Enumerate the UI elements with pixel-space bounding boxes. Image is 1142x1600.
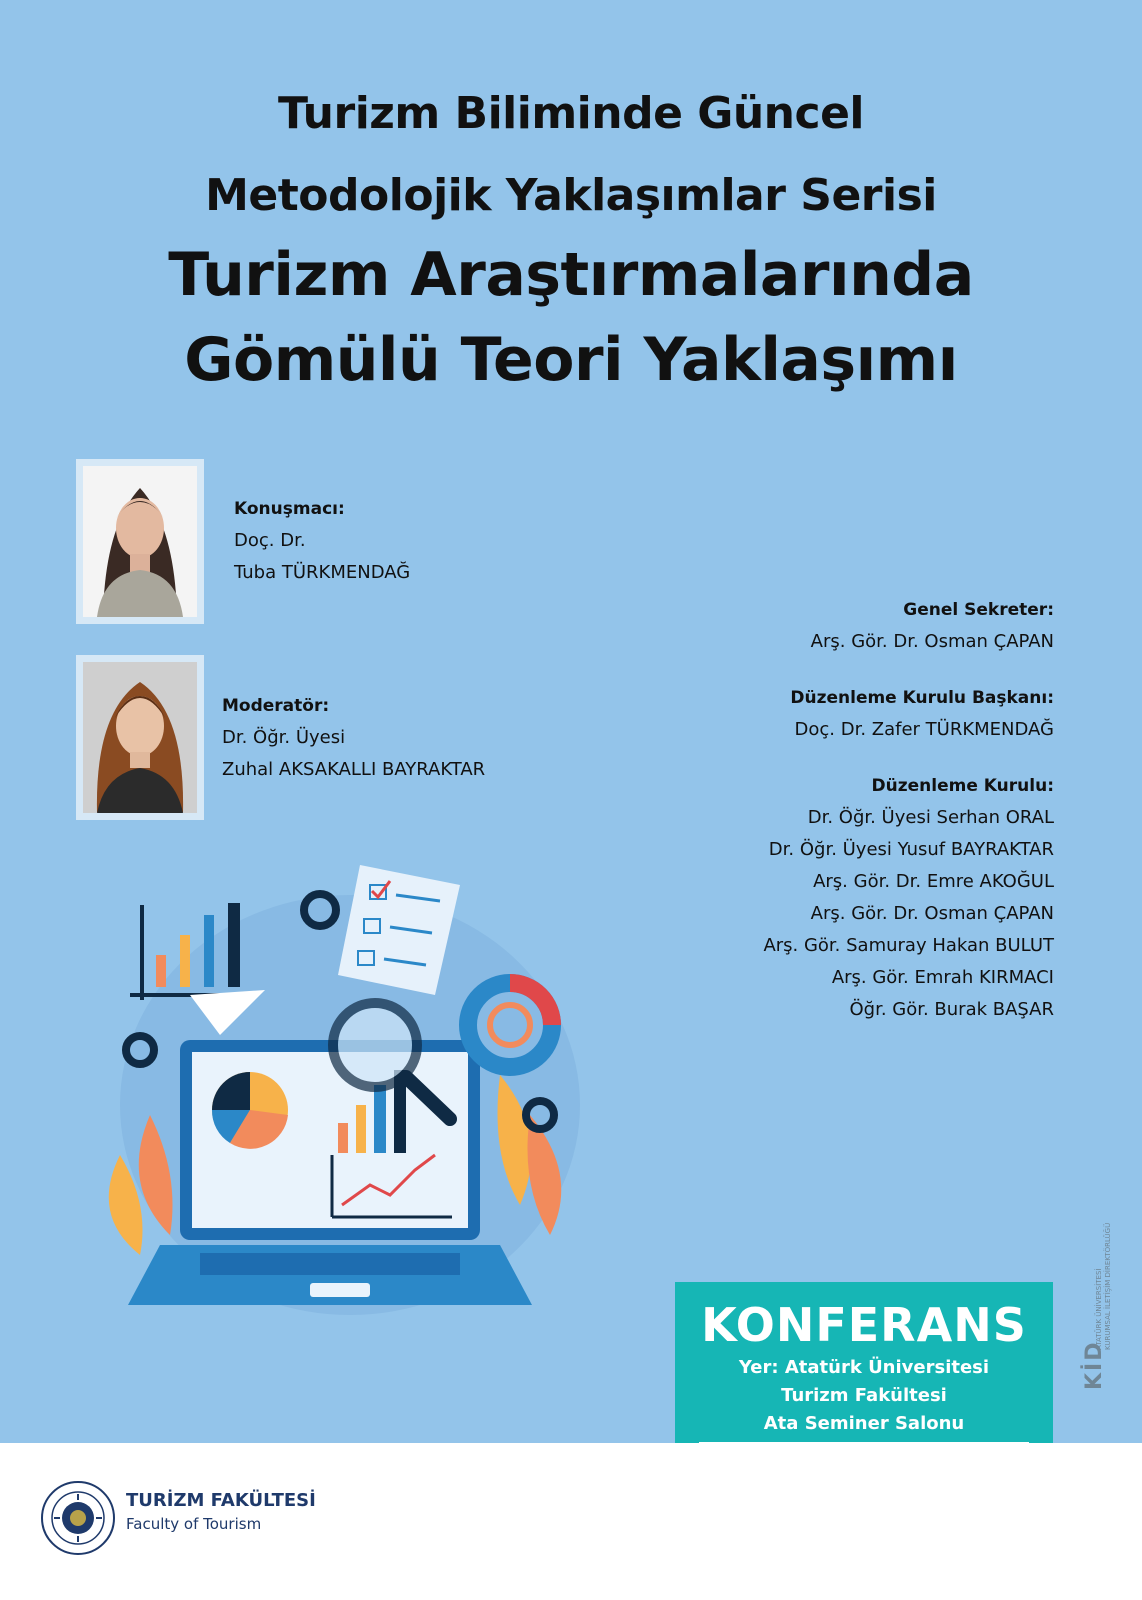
board-member: Arş. Gör. Dr. Emre AKOĞUL [813, 871, 1054, 892]
university-seal-icon [40, 1480, 116, 1556]
event-location-line2: Turizm Fakültesi [781, 1385, 947, 1406]
moderator-role: Moderatör: [222, 696, 330, 716]
board-member: Arş. Gör. Samuray Hakan BULUT [763, 935, 1054, 956]
board-heading: Düzenleme Kurulu: [871, 776, 1054, 796]
series-title-line1: Turizm Biliminde Güncel [277, 88, 865, 139]
chair-name: Doç. Dr. Zafer TÜRKMENDAĞ [794, 719, 1054, 740]
moderator-photo [76, 655, 204, 820]
faculty-name-tr: TURİZM FAKÜLTESİ [126, 1490, 316, 1511]
speaker-info [234, 493, 410, 589]
analytics-laptop-illustration [80, 855, 600, 1375]
event-type: KONFERANS [701, 1298, 1027, 1352]
faculty-name-en: Faculty of Tourism [126, 1515, 262, 1533]
board-member: Dr. Öğr. Üyesi Yusuf BAYRAKTAR [768, 839, 1054, 860]
speaker-photo [76, 459, 204, 624]
speaker-title: Doç. Dr. [234, 530, 306, 551]
organizing-committee [763, 594, 1054, 1026]
secretary-name: Arş. Gör. Dr. Osman ÇAPAN [810, 631, 1054, 652]
kid-subtitle-line1: ATATÜRK ÜNİVERSİTESİ [1095, 1268, 1103, 1350]
board-member: Öğr. Gör. Burak BAŞAR [849, 999, 1054, 1020]
speaker-name: Tuba TÜRKMENDAĞ [234, 562, 411, 583]
series-title-line2: Metodolojik Yaklaşımlar Serisi [205, 170, 937, 221]
main-title-line1: Turizm Araştırmalarında [168, 240, 974, 310]
faculty-name [126, 1490, 316, 1533]
main-title-line2: Gömülü Teori Yaklaşımı [184, 325, 958, 395]
board-member: Arş. Gör. Dr. Osman ÇAPAN [810, 903, 1054, 924]
event-location-line1: Yer: Atatürk Üniversitesi [738, 1357, 990, 1378]
event-location-line3: Ata Seminer Salonu [763, 1413, 965, 1434]
chair-heading: Düzenleme Kurulu Başkanı: [790, 688, 1054, 708]
board-member: Dr. Öğr. Üyesi Serhan ORAL [807, 807, 1054, 828]
kid-subtitle-line2: KURUMSAL İLETİŞİM DİREKTÖRLÜĞÜ [1104, 1222, 1112, 1350]
secretary-heading: Genel Sekreter: [903, 600, 1054, 620]
kid-subtitle [1095, 1170, 1113, 1350]
moderator-info [222, 690, 485, 786]
speaker-role: Konuşmacı: [234, 499, 345, 519]
moderator-title: Dr. Öğr. Üyesi [222, 727, 346, 748]
board-member: Arş. Gör. Emrah KIRMACI [831, 967, 1054, 988]
moderator-name: Zuhal AKSAKALLI BAYRAKTAR [222, 759, 486, 780]
kid-logo: KİD [1082, 1340, 1107, 1390]
